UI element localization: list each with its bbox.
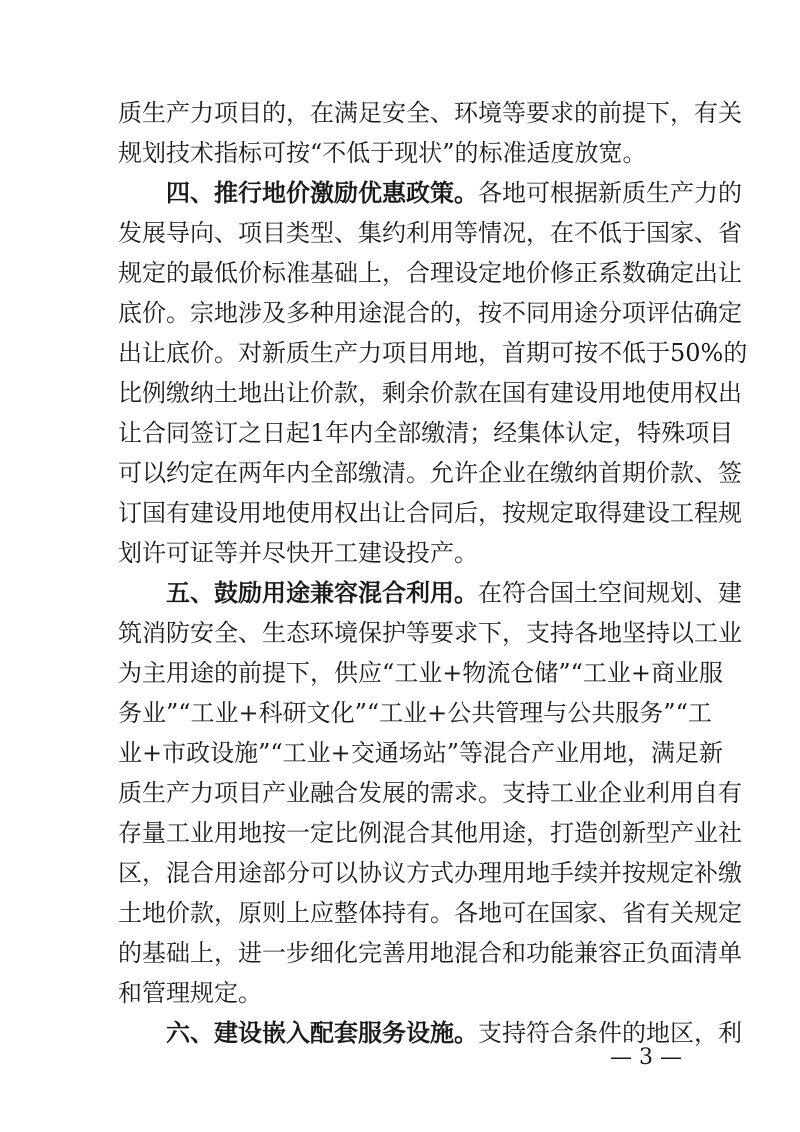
line-text: 划许可证等并尽快开工建设投产。 (118, 539, 478, 567)
text-line (118, 377, 742, 409)
line-text: 底价。宗地涉及多种用途混合的，按不同用途分项评估确定 (118, 299, 742, 327)
line-text: 发展导向、项目类型、集约利用等情况，在不低于国家、省 (118, 219, 742, 247)
section-heading: 五、鼓励用途兼容混合利用。 (166, 578, 478, 607)
line-text: 筑消防安全、生态环境保护等要求下，支持各地坚持以工业 (118, 619, 742, 647)
text-line (118, 937, 742, 969)
line-text: 和管理规定。 (118, 979, 262, 1007)
text-line (118, 97, 742, 129)
paragraph-heading-line (166, 177, 742, 209)
text-line (118, 217, 742, 249)
text-line (118, 337, 748, 369)
line-text: 订国有建设用地使用权出让合同后，按规定取得建设工程规 (118, 499, 742, 527)
text-line (118, 857, 742, 889)
line-text: 为主用途的前提下，供应“工业+物流仓储”“工业+商业服 (118, 659, 724, 687)
text-line (118, 297, 742, 329)
text-line (118, 417, 734, 449)
text-line (118, 257, 742, 289)
line-text: 土地价款，原则上应整体持有。各地可在国家、省有关规定 (118, 899, 742, 927)
line-text: 支持符合条件的地区，利 (478, 1019, 742, 1047)
line-text: 出让底价。对新质生产力项目用地，首期可按不低于50%的 (118, 339, 748, 367)
text-line (118, 977, 682, 1009)
text-line (118, 737, 724, 769)
line-text: 质生产力项目产业融合发展的需求。支持工业企业利用自有 (118, 779, 742, 807)
section-heading: 六、建设嵌入配套服务设施。 (166, 1018, 478, 1047)
text-line (118, 617, 742, 649)
text-line (118, 657, 724, 689)
line-text: 存量工业用地按一定比例混合其他用途，打造创新型产业社 (118, 819, 742, 847)
text-line (118, 537, 682, 569)
paragraph-heading-line (166, 1017, 742, 1049)
text-line (118, 497, 742, 529)
text-line (118, 897, 742, 929)
line-text: 质生产力项目的，在满足安全、环境等要求的前提下，有关 (118, 99, 742, 127)
line-text: 的基础上，进一步细化完善用地混合和功能兼容正负面清单 (118, 939, 742, 967)
line-text: 务业”“工业+科研文化”“工业+公共管理与公共服务”“工 (118, 699, 712, 727)
text-line (118, 697, 712, 729)
text-line (118, 777, 742, 809)
line-text: 业+市政设施”“工业+交通场站”等混合产业用地，满足新 (118, 739, 724, 767)
line-text: 区，混合用途部分可以协议方式办理用地手续并按规定补缴 (118, 859, 742, 887)
text-line (118, 457, 742, 489)
line-text: 规定的最低价标准基础上，合理设定地价修正系数确定出让 (118, 259, 742, 287)
line-text: 比例缴纳土地出让价款，剩余价款在国有建设用地使用权出 (118, 379, 742, 407)
paragraph-heading-line (166, 577, 742, 609)
text-line (118, 817, 742, 849)
line-text: 可以约定在两年内全部缴清。允许企业在缴纳首期价款、签 (118, 459, 742, 487)
line-text: 让合同签订之日起1年内全部缴清；经集体认定，特殊项目 (118, 419, 734, 447)
text-line (118, 137, 682, 169)
section-heading: 四、推行地价激励优惠政策。 (166, 178, 478, 207)
line-text: 规划技术指标可按“不低于现状”的标准适度放宽。 (118, 139, 647, 167)
line-text: 各地可根据新质生产力的 (478, 179, 742, 207)
page-number: — 3 — (610, 1045, 682, 1070)
line-text: 在符合国土空间规划、建 (478, 579, 742, 607)
